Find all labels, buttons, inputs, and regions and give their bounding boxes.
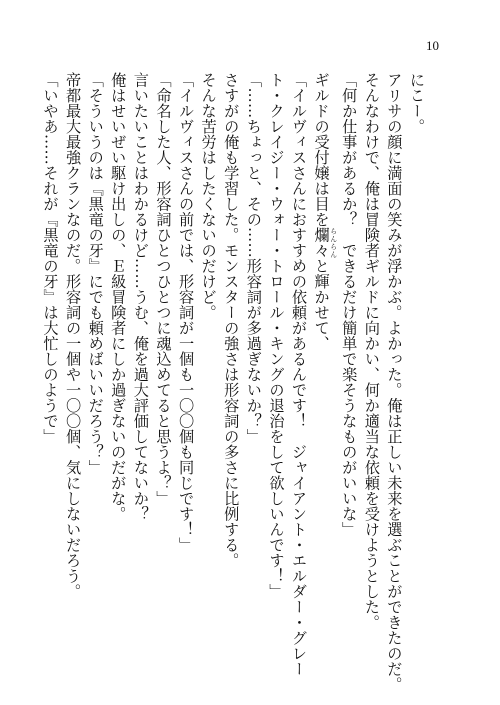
text-line-1: にこー。 [408,72,426,134]
text-line-12: 「命名した人、形容詞ひとつひとつに魂込めてると思うよ？」 [154,72,173,506]
text-line-14: 俺はせいぜい駆け出しの、Ｅ級冒険者にしか過ぎないのだがな。 [109,72,128,522]
text-line-4: 「何か仕事があるか？ できるだけ簡単で楽そうなものがいいな」 [340,72,359,537]
text-line-10: そんな苦労はしたくないのだけど。 [199,72,218,320]
ruby-base: 爛々 [312,227,331,258]
text-line-5-head: ギルドの受付嬢は目を [312,72,331,227]
text-line-9: さすがの俺も学習した。モンスターの強さは形容詞の多さに比例する。 [222,72,241,568]
text-line-15: 「そういうのは『黒竜の牙』にでも頼めばいいだろう？」 [86,72,105,475]
body-text [39,72,428,692]
text-line-2: アリサの顔に満面の笑みが浮かぶ。よかった。俺は正しい未来を選ぶことができたのだ。 [385,72,404,692]
text-line-11: 「イルヴィスさんの前では、形容詞が一個も一〇〇個も同じです！」 [177,72,196,553]
text-line-8: 「……ちょっと、その……形容詞が多過ぎないか？」 [244,72,263,444]
text-line-3: そんなわけで、俺は冒険者ギルドに向かい、何か適当な依頼を受けようとした。 [362,72,381,630]
text-line-13: 言いたいことはわかるけど……うむ、俺を過大評価してないか？ [131,72,150,522]
text-line-7: ト・クレイジー・ウォー・トロール・キングの退治をして欲しいんです！」 [267,72,286,599]
text-line-16: 帝都最大最強クランなのだ。形容詞の一個や一〇〇個、気にしないだろう。 [64,72,83,599]
text-line-6: 「イルヴィスさんにおすすめの依頼があるんです！ ジャイアント・エルダー・グレー [290,72,309,677]
page-number: 10 [426,38,439,53]
text-line-5 [310,72,338,672]
ruby-reading: らんらん [329,227,338,258]
text-line-5-tail: と輝かせて、 [312,258,331,351]
text-line-17: 「いやあ……それが『黒竜の牙』は大忙しのようで」 [41,72,60,444]
ruby-ranran [312,227,338,258]
